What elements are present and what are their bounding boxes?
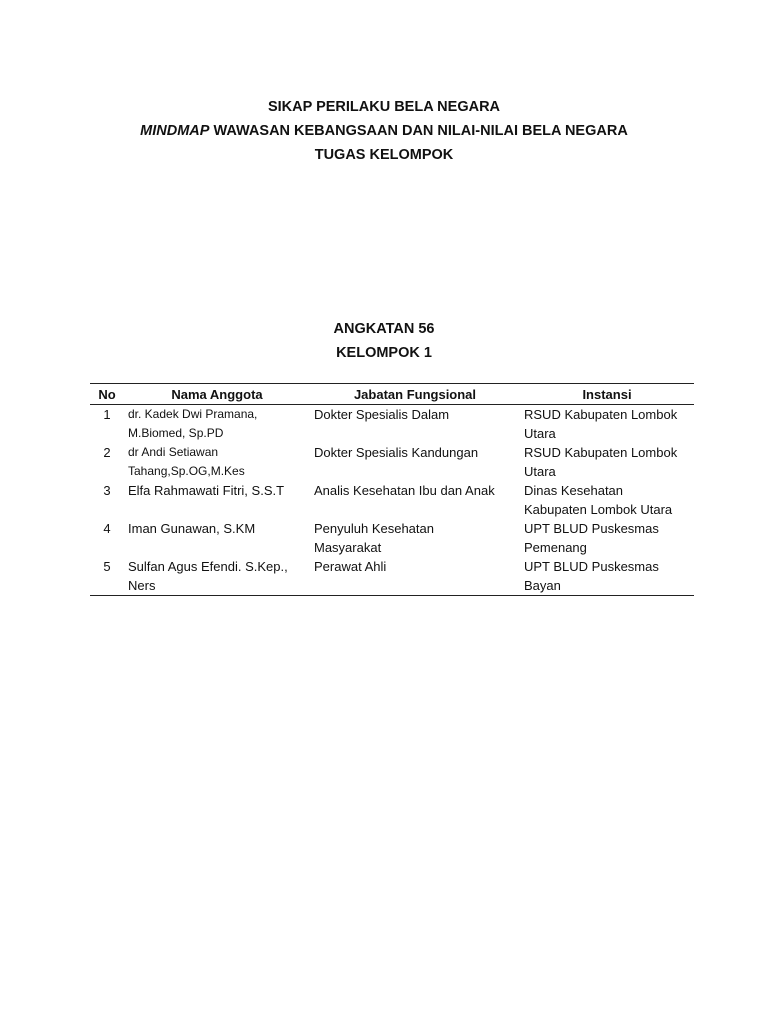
- angkatan-label: ANGKATAN 56: [333, 321, 435, 337]
- table-row: [90, 443, 694, 481]
- table-row: [90, 405, 694, 444]
- cell-name-line-2: Ners: [128, 578, 156, 593]
- cell-job: [310, 557, 520, 596]
- cell-job-line-1: Perawat Ahli: [314, 559, 387, 574]
- column-header-job: Jabatan Fungsional: [310, 384, 520, 405]
- cell-inst-line-1: RSUD Kabupaten Lombok: [524, 445, 678, 460]
- cell-institution: [520, 481, 694, 519]
- cell-job-line-1: Analis Kesehatan Ibu dan Anak: [314, 483, 495, 498]
- document-title-block: [0, 95, 768, 167]
- cell-no: 5: [90, 557, 124, 596]
- column-header-institution: Instansi: [520, 384, 694, 405]
- cell-institution: [520, 443, 694, 481]
- cell-job: [310, 481, 520, 519]
- table-header-row: [90, 384, 694, 405]
- cell-name-line-2: Tahang,Sp.OG,M.Kes: [128, 464, 245, 478]
- cell-job: [310, 443, 520, 481]
- cell-inst-line-1: Dinas Kesehatan: [524, 483, 624, 498]
- title-line-2-rest: WAWASAN KEBANGSAAN DAN NILAI-NILAI BELA NEGARA: [209, 123, 628, 139]
- cell-name: [124, 481, 310, 519]
- cell-name: [124, 557, 310, 596]
- cell-name: [124, 519, 310, 557]
- title-line-3: TUGAS KELOMPOK: [314, 147, 454, 163]
- cell-inst-line-2: Utara: [524, 464, 556, 479]
- cell-institution: [520, 557, 694, 596]
- cell-name-line-1: dr Andi Setiawan: [128, 445, 219, 459]
- cell-job: [310, 519, 520, 557]
- cell-inst-line-2: Kabupaten Lombok Utara: [524, 502, 673, 517]
- cell-no: 2: [103, 445, 111, 460]
- cell-institution: [520, 405, 694, 444]
- cell-inst-line-1: RSUD Kabupaten Lombok: [524, 407, 678, 422]
- cell-name-line-1: Iman Gunawan, S.KM: [128, 521, 256, 536]
- cell-no: 1: [103, 407, 111, 422]
- cell-name-line-1: Sulfan Agus Efendi. S.Kep.,: [128, 559, 288, 574]
- title-line-1: SIKAP PERILAKU BELA NEGARA: [267, 99, 501, 115]
- cell-inst-line-2: Utara: [524, 426, 556, 441]
- cell-job-line-1: Dokter Spesialis Kandungan: [314, 445, 479, 460]
- title-mindmap-word: MINDMAP: [140, 123, 210, 139]
- cell-name-line-1: dr. Kadek Dwi Pramana,: [128, 407, 258, 421]
- cell-name: [124, 443, 310, 481]
- title-line-2: [0, 119, 768, 143]
- cell-job-line-2: Masyarakat: [314, 540, 382, 555]
- column-header-no: No: [90, 384, 124, 405]
- cell-inst-line-2: Bayan: [524, 578, 561, 593]
- cell-inst-line-2: Pemenang: [524, 540, 587, 555]
- cell-inst-line-1: UPT BLUD Puskesmas: [524, 559, 659, 574]
- cell-name-line-2: M.Biomed, Sp.PD: [128, 426, 224, 440]
- cell-no: 4: [103, 521, 111, 536]
- cell-institution: [520, 519, 694, 557]
- group-info-block: [0, 317, 768, 365]
- cell-name: [124, 405, 310, 444]
- column-header-name: Nama Anggota: [124, 384, 310, 405]
- members-table: [90, 383, 694, 596]
- table-row: [90, 481, 694, 519]
- table-row: [90, 557, 694, 596]
- cell-job-line-1: Dokter Spesialis Dalam: [314, 407, 450, 422]
- cell-name-line-1: Elfa Rahmawati Fitri, S.S.T: [128, 483, 285, 498]
- kelompok-label: KELOMPOK 1: [336, 345, 432, 361]
- cell-job: [310, 405, 520, 444]
- cell-job-line-1: Penyuluh Kesehatan: [314, 521, 434, 536]
- table-row: [90, 519, 694, 557]
- cell-inst-line-1: UPT BLUD Puskesmas: [524, 521, 659, 536]
- cell-no: 3: [103, 483, 111, 498]
